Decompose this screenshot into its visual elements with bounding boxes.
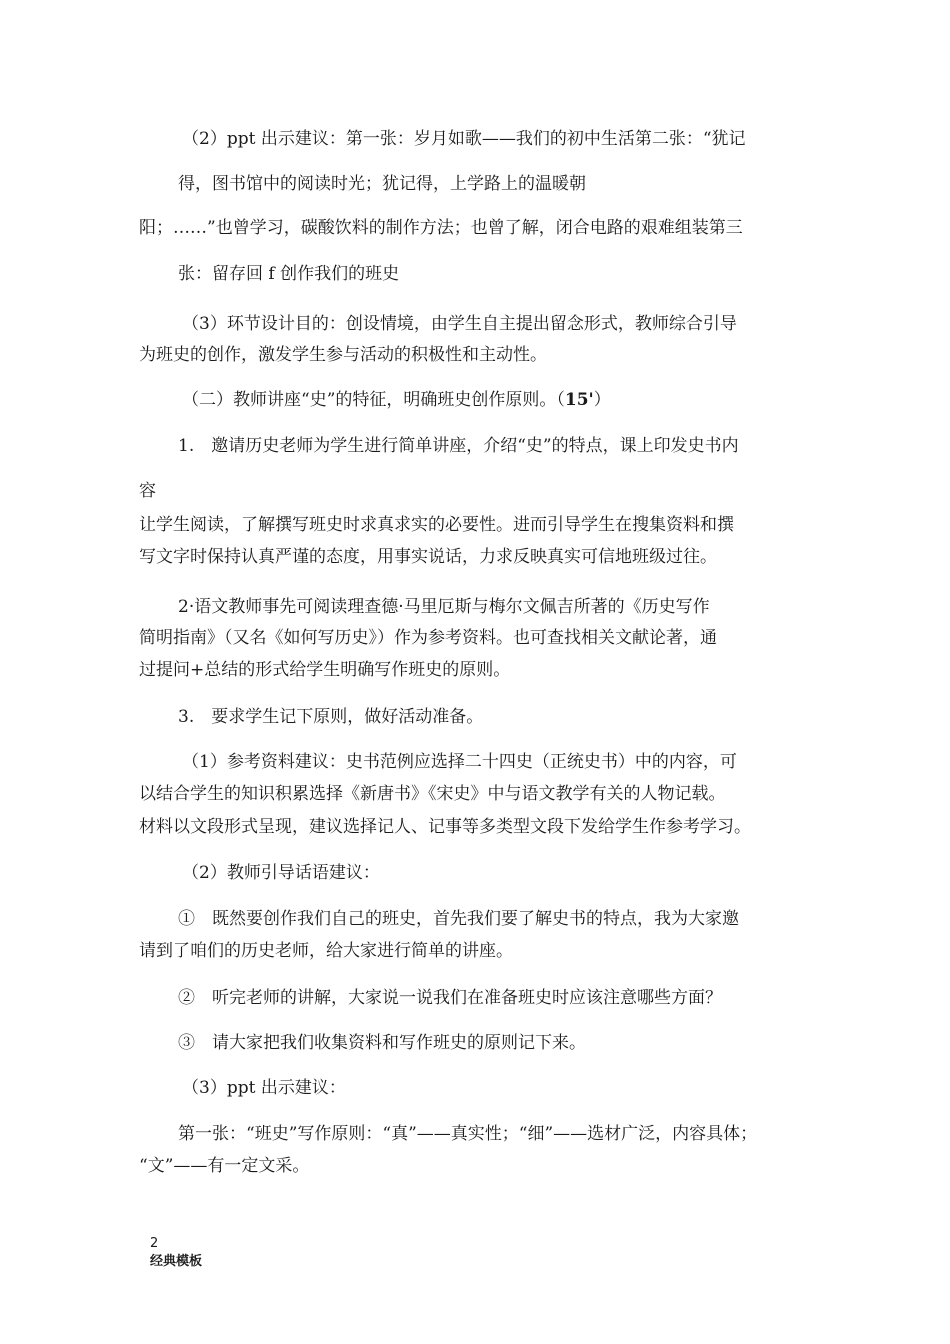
section-heading-time: 15': [564, 390, 594, 410]
text-line: （3）环节设计目的：创设情境，由学生自主提出留念形式，教师综合引导: [182, 314, 737, 334]
text-line: （2）教师引导话语建议：: [182, 863, 380, 883]
text-line: 容: [139, 481, 156, 501]
text-line: 得，图书馆中的阅读时光；犹记得，上学路上的温暖朝: [178, 174, 586, 194]
text-line: 写文字时保持认真严谨的态度，用事实说话，力求反映真实可信地班级过往。: [139, 547, 717, 567]
text-line: 请到了咱们的历史老师，给大家进行简单的讲座。: [139, 941, 513, 961]
text-line: 过提问+总结的形式给学生明确写作班史的原则。: [139, 660, 511, 680]
text-line: （3）ppt 出示建议：: [182, 1078, 346, 1098]
text-line: “文”——有一定文采。: [139, 1156, 310, 1176]
text-line: 以结合学生的知识积累选择《新唐书》《宋史》中与语文教学有关的人物记载。: [139, 784, 726, 804]
text-line: （2）ppt 出示建议：第一张：岁月如歌——我们的初中生活第二张：“犹记: [182, 129, 746, 149]
text-line: 让学生阅读，了解撰写班史时求真求实的必要性。进而引导学生在搜集资料和撰: [139, 515, 734, 535]
section-heading-close: ）: [593, 390, 611, 410]
text-line: 材料以文段形式呈现，建议选择记人、记事等多类型文段下发给学生作参考学习。: [139, 817, 751, 837]
text-line: 1. 邀请历史老师为学生进行简单讲座，介绍“史”的特点，课上印发史书内: [178, 436, 739, 456]
section-heading: [182, 388, 611, 412]
text-line: （1）参考资料建议：史书范例应选择二十四史（正统史书）中的内容，可: [182, 752, 737, 772]
text-line: 简明指南》（又名《如何写历史》）作为参考资料。也可查找相关文献论著，通: [139, 628, 717, 648]
text-line: 第一张：“班史”写作原则：“真”——真实性；“细”——选材广泛，内容具体；: [178, 1124, 758, 1144]
text-line: 阳；……”也曾学习，碳酸饮料的制作方法；也曾了解，闭合电路的艰难组装第三: [139, 218, 743, 238]
text-line: ① 既然要创作我们自己的班史，首先我们要了解史书的特点，我为大家邀: [178, 909, 739, 929]
text-line: 3. 要求学生记下原则，做好活动准备。: [178, 707, 484, 727]
footer-label: 经典模板: [150, 1254, 203, 1269]
text-line: 为班史的创作，激发学生参与活动的积极性和主动性。: [139, 345, 547, 365]
text-line: 2·语文教师事先可阅读理查德·马里厄斯与梅尔文佩吉所著的《历史写作: [178, 597, 710, 617]
text-line: ③ 请大家把我们收集资料和写作班史的原则记下来。: [178, 1033, 586, 1053]
page-number: 2: [150, 1236, 159, 1251]
section-heading-text: （二）教师讲座“史”的特征，明确班史创作原则。（: [182, 390, 565, 410]
text-line: 张：留存回 f 创作我们的班史: [178, 264, 400, 284]
text-line: ② 听完老师的讲解，大家说一说我们在准备班史时应该注意哪些方面？: [178, 988, 722, 1008]
